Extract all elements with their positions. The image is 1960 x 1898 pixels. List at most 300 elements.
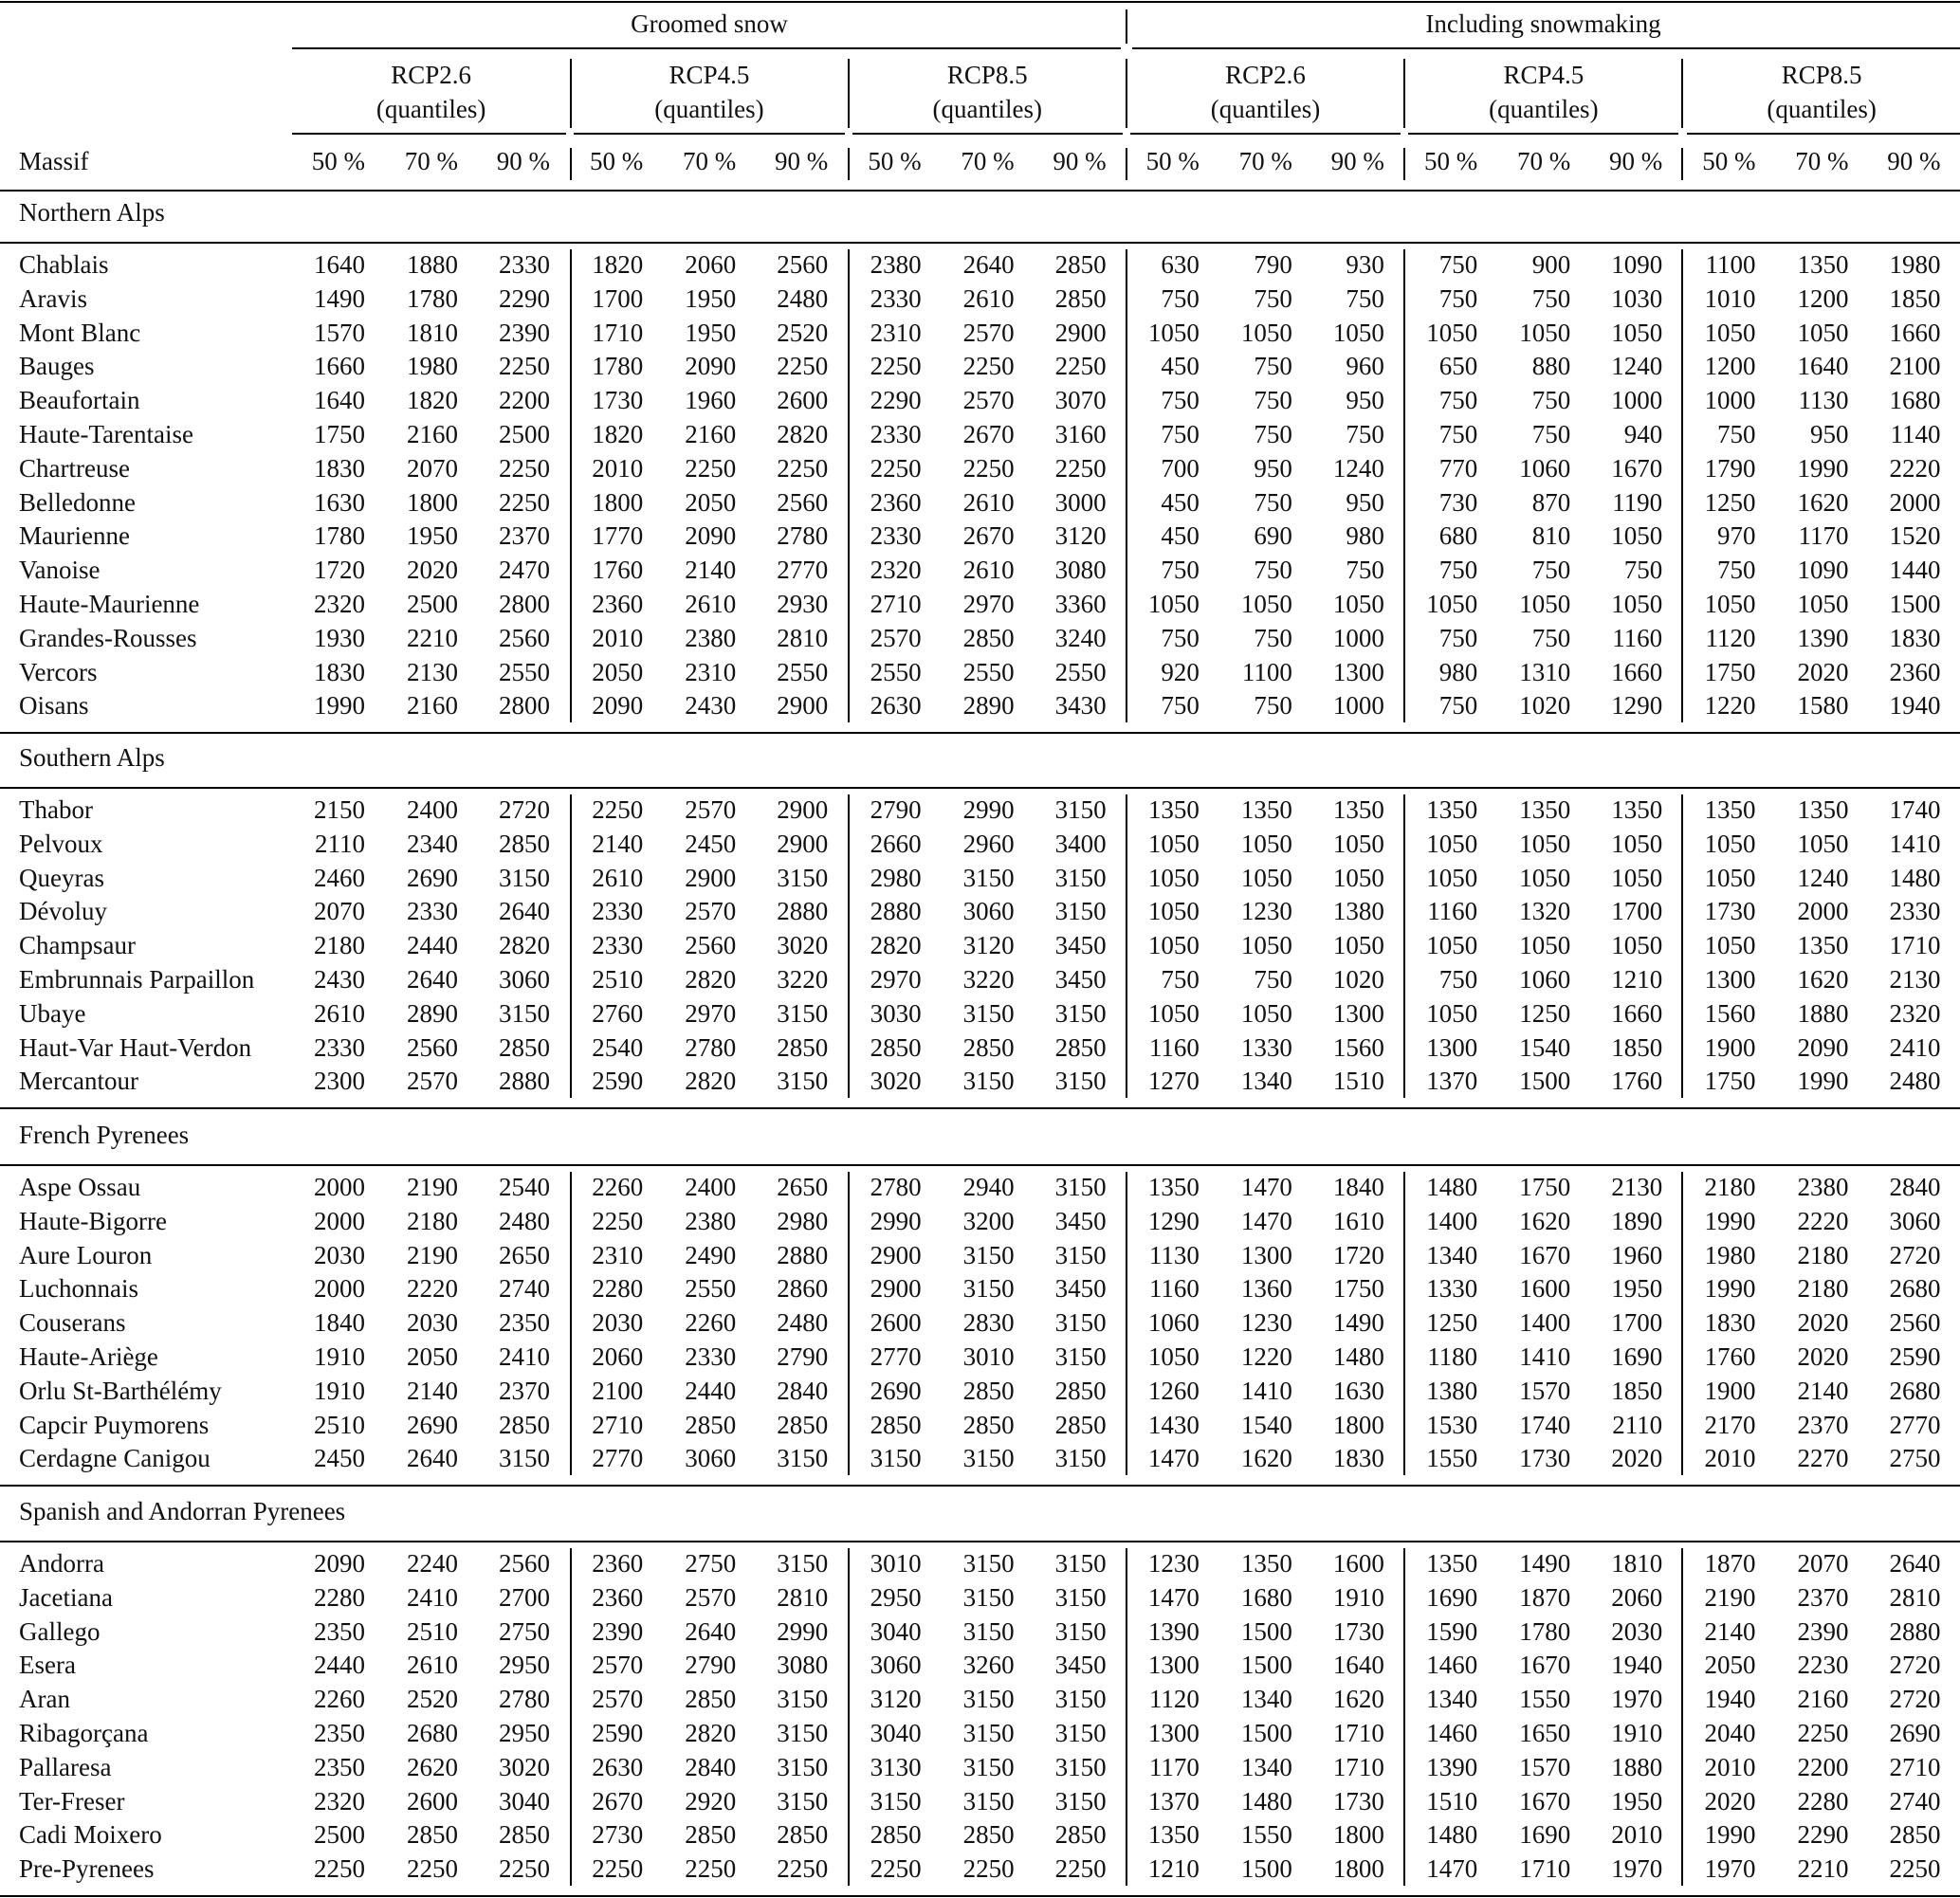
table-cell: 1710 — [1332, 1752, 1384, 1781]
table-cell: 1050 — [1147, 998, 1200, 1028]
table-cell: 3060 — [1889, 1206, 1941, 1235]
table-cell: 3450 — [1054, 1206, 1107, 1235]
table-cell: 2650 — [499, 1240, 550, 1269]
table-cell: 1590 — [1426, 1616, 1478, 1646]
table-cell: 2770 — [870, 1342, 922, 1371]
table-cell: 1950 — [1611, 1274, 1663, 1304]
table-cell: 1310 — [1519, 657, 1571, 686]
table-cell: 1060 — [1519, 965, 1571, 994]
massif-header: Massif — [19, 147, 89, 175]
table-cell: 2360 — [592, 590, 644, 618]
table-cell: 3150 — [1054, 1752, 1107, 1781]
table-cell: 1550 — [1519, 1685, 1571, 1714]
table-cell: 1470 — [1240, 1206, 1292, 1235]
table-cell: 3150 — [1054, 1173, 1107, 1201]
table-cell: 980 — [1346, 521, 1384, 551]
table-cell: 2130 — [1889, 965, 1941, 994]
table-cell: 3010 — [962, 1342, 1015, 1371]
massif-name: Haute-Maurienne — [19, 590, 200, 618]
table-cell: 1050 — [1332, 829, 1384, 858]
table-cell: 1910 — [314, 1342, 365, 1371]
table-cell: 750 — [1438, 556, 1478, 585]
column-divider — [1403, 1172, 1405, 1475]
table-cell: 1370 — [1426, 1067, 1478, 1096]
table-cell: 2480 — [777, 1308, 829, 1338]
table-cell: 2500 — [499, 420, 550, 448]
table-cell: 3150 — [1054, 1685, 1107, 1714]
table-cell: 2250 — [1054, 453, 1107, 483]
massif-name: Aran — [19, 1685, 70, 1714]
table-cell: 2190 — [407, 1173, 458, 1201]
table-cell: 1090 — [1797, 556, 1849, 585]
table-cell: 2710 — [1889, 1752, 1941, 1781]
quantile-header: 90 % — [1330, 147, 1384, 175]
massif-name: Oisans — [19, 691, 89, 721]
table-cell: 2850 — [1054, 1032, 1107, 1062]
column-divider — [1403, 1548, 1405, 1886]
table-cell: 690 — [1254, 521, 1292, 551]
column-divider — [1126, 1172, 1127, 1475]
table-cell: 1460 — [1426, 1651, 1478, 1680]
table-cell: 1390 — [1426, 1752, 1478, 1781]
table-cell: 940 — [1623, 420, 1663, 448]
table-cell: 1540 — [1240, 1410, 1292, 1439]
table-cell: 3150 — [870, 1444, 922, 1473]
section-rule — [0, 1541, 1960, 1542]
column-divider — [1126, 794, 1127, 1098]
table-cell: 1680 — [1240, 1582, 1292, 1612]
table-cell: 750 — [1161, 691, 1200, 721]
table-cell: 2020 — [1797, 1308, 1849, 1338]
table-cell: 2850 — [685, 1820, 737, 1850]
table-cell: 1700 — [1611, 1308, 1663, 1338]
table-cell: 3260 — [962, 1651, 1015, 1680]
table-cell: 2390 — [1797, 1616, 1849, 1646]
table-cell: 1930 — [314, 623, 365, 652]
table-cell: 1550 — [1426, 1444, 1478, 1473]
table-cell: 2380 — [685, 623, 737, 652]
table-cell: 2290 — [1797, 1820, 1849, 1850]
table-cell: 700 — [1161, 453, 1200, 483]
table-cell: 2030 — [314, 1240, 365, 1269]
table-cell: 2500 — [407, 590, 458, 618]
table-cell: 2050 — [1704, 1651, 1756, 1680]
table-cell: 1050 — [1611, 931, 1663, 960]
table-cell: 3020 — [777, 931, 829, 960]
table-cell: 2860 — [777, 1274, 829, 1304]
table-cell: 2250 — [499, 487, 550, 517]
table-cell: 2320 — [314, 1786, 365, 1816]
table-cell: 1560 — [1704, 998, 1756, 1028]
table-cell: 2100 — [592, 1376, 644, 1405]
table-cell: 3150 — [962, 1067, 1015, 1096]
table-cell: 1300 — [1332, 998, 1384, 1028]
table-cell: 1760 — [592, 556, 644, 585]
table-cell: 2060 — [1611, 1582, 1663, 1612]
table-cell: 2780 — [499, 1685, 550, 1714]
table-cell: 2090 — [314, 1549, 365, 1578]
table-cell: 2280 — [1797, 1786, 1849, 1816]
table-cell: 2260 — [314, 1685, 365, 1714]
table-cell: 3060 — [685, 1444, 737, 1473]
table-cell: 2850 — [499, 1410, 550, 1439]
table-cell: 2250 — [592, 1206, 644, 1235]
table-cell: 1530 — [1426, 1410, 1478, 1439]
table-cell: 2180 — [1797, 1240, 1849, 1269]
table-cell: 1990 — [1704, 1274, 1756, 1304]
table-cell: 2330 — [870, 420, 922, 448]
table-cell: 2990 — [962, 795, 1015, 824]
table-cell: 1620 — [1797, 487, 1849, 517]
table-cell: 2880 — [777, 897, 829, 926]
massif-name: Capcir Puymorens — [19, 1410, 210, 1439]
table-cell: 2380 — [685, 1206, 737, 1235]
column-divider — [1403, 249, 1405, 722]
table-cell: 1050 — [1426, 998, 1478, 1028]
column-divider — [848, 1548, 850, 1886]
table-cell: 1400 — [1519, 1308, 1571, 1338]
table-cell: 2850 — [962, 623, 1015, 652]
table-cell: 2020 — [407, 556, 458, 585]
table-cell: 2550 — [499, 657, 550, 686]
table-cell: 1470 — [1147, 1444, 1200, 1473]
table-cell: 2510 — [407, 1616, 458, 1646]
table-cell: 1640 — [1797, 352, 1849, 381]
scenario-subtitle: (quantiles) — [1210, 95, 1321, 123]
table-cell: 2180 — [1797, 1274, 1849, 1304]
table-cell: 1800 — [407, 487, 458, 517]
massif-name: Mercantour — [19, 1067, 138, 1096]
column-divider — [1403, 794, 1405, 1098]
quantile-header: 50 % — [590, 147, 644, 175]
massif-name: Esera — [19, 1651, 76, 1680]
table-cell: 1570 — [1519, 1376, 1571, 1405]
massif-name: Orlu St-Barthélémy — [19, 1376, 222, 1405]
table-cell: 2290 — [499, 283, 550, 313]
table-cell: 1990 — [1704, 1820, 1756, 1850]
table-cell: 1360 — [1240, 1274, 1292, 1304]
table-cell: 2180 — [407, 1206, 458, 1235]
table-cell: 2900 — [1054, 318, 1107, 347]
table-cell: 2050 — [685, 487, 737, 517]
table-cell: 3020 — [499, 1752, 550, 1781]
table-cell: 1940 — [1889, 691, 1941, 721]
table-cell: 1690 — [1519, 1820, 1571, 1850]
table-cell: 1230 — [1147, 1549, 1200, 1578]
table-cell: 2090 — [592, 691, 644, 721]
table-cell: 2360 — [592, 1582, 644, 1612]
table-cell: 1640 — [314, 386, 365, 415]
table-cell: 1170 — [1148, 1752, 1200, 1781]
quantile-divider — [1403, 148, 1405, 180]
table-cell: 1350 — [1797, 931, 1849, 960]
table-cell: 450 — [1161, 521, 1200, 551]
table-cell: 2540 — [592, 1032, 644, 1062]
table-cell: 1960 — [1611, 1240, 1663, 1269]
table-cell: 1050 — [1147, 897, 1200, 926]
table-cell: 1050 — [1704, 829, 1756, 858]
table-cell: 2550 — [777, 657, 829, 686]
table-cell: 950 — [1254, 453, 1292, 483]
table-cell: 1670 — [1519, 1240, 1571, 1269]
table-cell: 3150 — [962, 1549, 1015, 1578]
table-cell: 2170 — [1704, 1410, 1756, 1439]
table-cell: 2820 — [685, 965, 737, 994]
group-header: Including snowmaking — [1425, 9, 1661, 38]
massif-name: Cerdagne Canigou — [19, 1444, 211, 1473]
table-cell: 2000 — [314, 1173, 365, 1201]
massif-name: Ubaye — [19, 998, 86, 1028]
table-cell: 750 — [1531, 386, 1571, 415]
table-cell: 2030 — [592, 1308, 644, 1338]
section-title: Southern Alps — [19, 743, 165, 772]
table-cell: 1050 — [1332, 931, 1384, 960]
table-cell: 1820 — [592, 420, 644, 448]
table-cell: 2850 — [1054, 1410, 1107, 1439]
table-cell: 1620 — [1519, 1206, 1571, 1235]
table-cell: 1470 — [1426, 1854, 1478, 1884]
table-cell: 2250 — [962, 453, 1015, 483]
table-cell: 3150 — [777, 1549, 829, 1578]
table-cell: 2970 — [870, 965, 922, 994]
table-cell: 1050 — [1704, 931, 1756, 960]
table-cell: 1900 — [1704, 1376, 1756, 1405]
table-cell: 2950 — [499, 1719, 550, 1747]
table-cell: 1820 — [407, 386, 458, 415]
table-cell: 3450 — [1054, 1651, 1107, 1680]
table-cell: 1140 — [1890, 420, 1941, 448]
table-cell: 750 — [1531, 283, 1571, 313]
table-cell: 1820 — [592, 250, 644, 279]
table-cell: 2330 — [314, 1032, 365, 1062]
table-cell: 2010 — [592, 453, 644, 483]
table-cell: 2050 — [407, 1342, 458, 1371]
table-cell: 2670 — [962, 521, 1015, 551]
table-cell: 2250 — [592, 795, 644, 824]
table-cell: 3130 — [870, 1752, 922, 1781]
table-cell: 750 — [1161, 283, 1200, 313]
table-cell: 2180 — [314, 931, 365, 960]
table-cell: 1670 — [1611, 453, 1663, 483]
table-cell: 1500 — [1519, 1067, 1571, 1096]
table-cell: 2290 — [870, 386, 922, 415]
section-title: Northern Alps — [19, 198, 165, 227]
table-cell: 2000 — [1889, 487, 1941, 517]
column-divider — [848, 249, 850, 722]
table-cell: 2850 — [777, 1410, 829, 1439]
table-cell: 2320 — [870, 556, 922, 585]
table-cell: 2850 — [499, 1820, 550, 1850]
massif-name: Belledonne — [19, 487, 136, 517]
table-cell: 2930 — [777, 590, 829, 618]
table-cell: 2690 — [1889, 1719, 1941, 1747]
table-cell: 1050 — [1426, 318, 1478, 347]
table-cell: 900 — [1531, 250, 1571, 279]
table-cell: 1720 — [314, 556, 365, 585]
table-cell: 750 — [1161, 623, 1200, 652]
table-cell: 1700 — [592, 283, 644, 313]
table-cell: 1050 — [1704, 863, 1756, 892]
table-cell: 2820 — [499, 931, 550, 960]
table-cell: 1300 — [1147, 1651, 1200, 1680]
table-cell: 1770 — [592, 521, 644, 551]
column-divider — [1681, 249, 1683, 722]
quantile-header: 50 % — [311, 147, 365, 175]
table-cell: 1980 — [1704, 1240, 1756, 1269]
table-cell: 1350 — [1426, 1549, 1478, 1578]
table-cell: 3150 — [499, 1444, 550, 1473]
table-cell: 2390 — [499, 318, 550, 347]
table-cell: 1880 — [1797, 998, 1849, 1028]
table-cell: 3150 — [777, 1752, 829, 1781]
table-cell: 2510 — [592, 965, 644, 994]
table-cell: 2430 — [685, 691, 737, 721]
massif-name: Haute-Tarentaise — [19, 420, 194, 448]
table-cell: 2820 — [685, 1719, 737, 1747]
table-cell: 1050 — [1426, 829, 1478, 858]
massif-name: Aure Louron — [19, 1240, 153, 1269]
table-cell: 1710 — [1519, 1854, 1571, 1884]
table-cell: 2500 — [314, 1820, 365, 1850]
table-cell: 1100 — [1241, 657, 1292, 686]
scenario-name: RCP4.5 — [1503, 61, 1584, 89]
table-cell: 2790 — [685, 1651, 737, 1680]
table-cell: 750 — [1438, 691, 1478, 721]
table-cell: 2850 — [870, 1820, 922, 1850]
table-cell: 1670 — [1519, 1786, 1571, 1816]
massif-name: Haute-Bigorre — [19, 1206, 167, 1235]
table-cell: 920 — [1161, 657, 1200, 686]
table-cell: 1850 — [1611, 1376, 1663, 1405]
table-cell: 750 — [1717, 420, 1756, 448]
massif-name: Beaufortain — [19, 386, 140, 415]
table-cell: 3120 — [870, 1685, 922, 1714]
table-cell: 2200 — [499, 386, 550, 415]
table-cell: 1290 — [1147, 1206, 1200, 1235]
quantile-header: 90 % — [496, 147, 550, 175]
column-divider — [848, 794, 850, 1098]
table-cell: 1050 — [1332, 590, 1384, 618]
table-cell: 3060 — [962, 897, 1015, 926]
table-cell: 2000 — [314, 1206, 365, 1235]
table-cell: 3150 — [962, 998, 1015, 1028]
table-cell: 3150 — [1054, 897, 1107, 926]
table-cell: 2630 — [870, 691, 922, 721]
table-cell: 1340 — [1240, 1685, 1292, 1714]
table-cell: 2850 — [870, 1032, 922, 1062]
table-cell: 1670 — [1519, 1651, 1571, 1680]
table-cell: 3450 — [1054, 965, 1107, 994]
table-cell: 2900 — [777, 829, 829, 858]
table-cell: 1350 — [1240, 1549, 1292, 1578]
massif-name: Champsaur — [19, 931, 136, 960]
table-cell: 1220 — [1704, 691, 1756, 721]
table-cell: 1230 — [1240, 1308, 1292, 1338]
table-cell: 1350 — [1519, 795, 1571, 824]
table-cell: 2360 — [1889, 657, 1941, 686]
column-divider — [570, 794, 572, 1098]
table-cell: 1810 — [407, 318, 458, 347]
table-cell: 1050 — [1611, 829, 1663, 858]
table-cell: 1350 — [1797, 250, 1849, 279]
table-cell: 2220 — [407, 1274, 458, 1304]
table-cell: 1940 — [1611, 1651, 1663, 1680]
table-cell: 2010 — [1611, 1820, 1663, 1850]
quantile-header: 70 % — [1238, 147, 1292, 175]
massif-name: Chartreuse — [19, 453, 130, 483]
table-cell: 750 — [1438, 283, 1478, 313]
table-cell: 1050 — [1332, 318, 1384, 347]
section-bottom-rule — [0, 1895, 1960, 1897]
table-cell: 3430 — [1054, 691, 1107, 721]
table-cell: 2200 — [1797, 1752, 1849, 1781]
table-cell: 1340 — [1426, 1685, 1478, 1714]
table-cell: 1650 — [1519, 1719, 1571, 1747]
table-cell: 750 — [1161, 420, 1200, 448]
table-cell: 2690 — [407, 863, 458, 892]
table-cell: 1810 — [1611, 1549, 1663, 1578]
table-cell: 1520 — [1889, 521, 1941, 551]
table-cell: 2560 — [407, 1032, 458, 1062]
table-cell: 2770 — [592, 1444, 644, 1473]
table-cell: 2550 — [685, 1274, 737, 1304]
table-cell: 3150 — [1054, 1582, 1107, 1612]
table-cell: 2900 — [777, 691, 829, 721]
table-cell: 1050 — [1611, 590, 1663, 618]
table-cell: 1100 — [1705, 250, 1756, 279]
quantile-header: 70 % — [961, 147, 1015, 175]
table-cell: 2850 — [1054, 250, 1107, 279]
table-cell: 2680 — [1889, 1274, 1941, 1304]
table-cell: 2590 — [592, 1067, 644, 1096]
table-cell: 1740 — [1889, 795, 1941, 824]
massif-name: Chablais — [19, 250, 109, 279]
massif-name: Pelvoux — [19, 829, 103, 858]
table-cell: 2560 — [1889, 1308, 1941, 1338]
table-cell: 2340 — [407, 829, 458, 858]
table-cell: 1020 — [1332, 965, 1384, 994]
table-cell: 2850 — [1889, 1820, 1941, 1850]
table-cell: 2750 — [499, 1616, 550, 1646]
table-cell: 2830 — [962, 1308, 1015, 1338]
table-cell: 3020 — [870, 1067, 922, 1096]
scenario-divider — [1126, 59, 1127, 128]
table-cell: 2680 — [407, 1719, 458, 1747]
table-cell: 2760 — [592, 998, 644, 1028]
table-cell: 1480 — [1240, 1786, 1292, 1816]
table-cell: 1330 — [1240, 1032, 1292, 1062]
column-divider — [1126, 1548, 1127, 1886]
table-cell: 1840 — [314, 1308, 365, 1338]
table-cell: 1490 — [1332, 1308, 1384, 1338]
table-cell: 2630 — [592, 1752, 644, 1781]
table-cell: 2250 — [962, 352, 1015, 381]
table-cell: 2560 — [499, 1549, 550, 1578]
table-cell: 1620 — [1240, 1444, 1292, 1473]
table-cell: 2600 — [407, 1786, 458, 1816]
table-cell: 2570 — [870, 623, 922, 652]
table-cell: 1350 — [1240, 795, 1292, 824]
table-cell: 2540 — [499, 1173, 550, 1201]
table-cell: 1290 — [1611, 691, 1663, 721]
massif-name: Queyras — [19, 863, 104, 892]
table-cell: 3360 — [1054, 590, 1107, 618]
table-cell: 2090 — [1797, 1032, 1849, 1062]
table-cell: 2850 — [685, 1685, 737, 1714]
table-cell: 1840 — [1332, 1173, 1384, 1201]
table-cell: 2020 — [1611, 1444, 1663, 1473]
table-cell: 3240 — [1054, 623, 1107, 652]
